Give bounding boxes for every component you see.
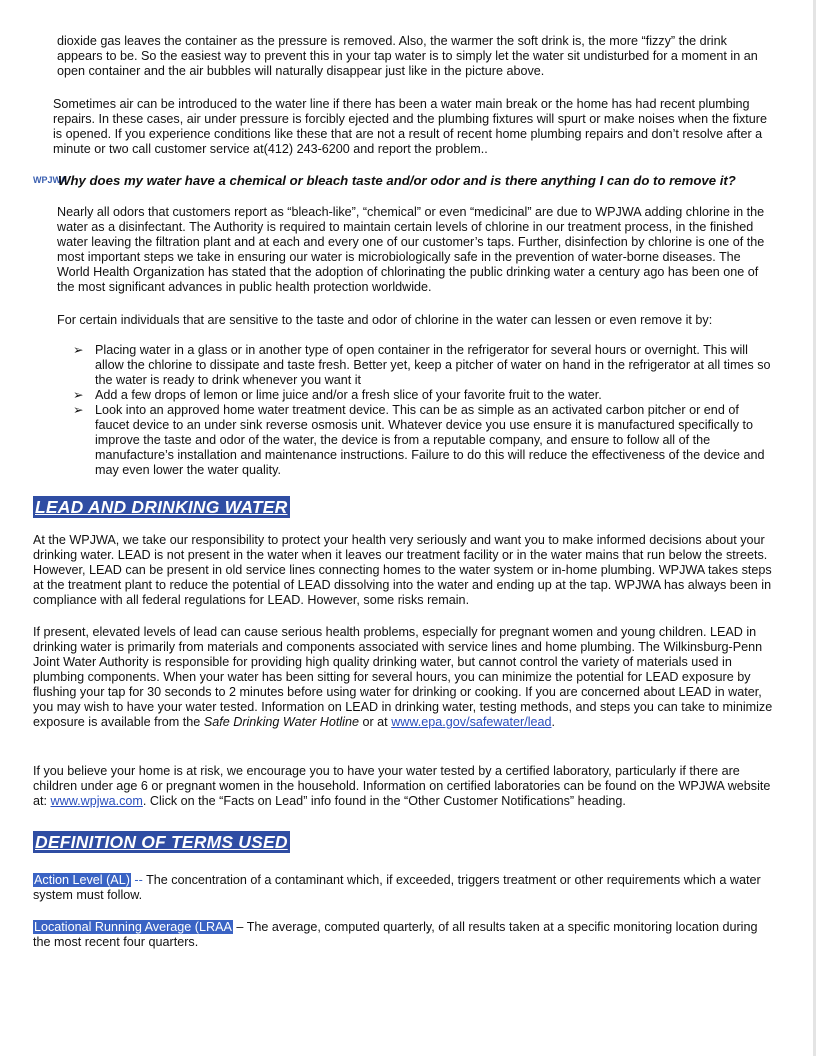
paragraph-remedies-intro: For certain individuals that are sensitive to the taste and odor of chlorine in the water can lessen or even remove it by: xyxy=(57,313,713,327)
paragraph-air-in-line: Sometimes air can be introduced to the water line if there has been a water main break or the home has had recent plumbing repairs. In these cases, air under pressure is forcibly ejected and the plumbing fixtures will spurt or make noises when the fixture is opened. If you experience conditions like these that are not a result of recent home plumbing repairs and don’t resolve after a minute or two call customer service at(412) 243-6200 and report the problem.. xyxy=(53,97,767,156)
paragraph-chlorine: Nearly all odors that customers report as “bleach-like”, “chemical” or even “medicinal” are due to WPJWA adding chlorine in the water as a disinfectant. The Authority is required to maintain certain levels of chlorine in our treatment process, in the finished water leaving the filtration plant and at each and every one of our customer’s taps. Further, disinfection by chlorine is one of the most important steps we take in ensuring our water is microbiologically safe in the prevention of water-borne diseases. The World Health Organization has stated that the adoption of chlorinating the public drinking water a century ago has been one of the most significant advances in public health protection worldwide. xyxy=(57,205,765,294)
epa-lead-link[interactable]: www.epa.gov/safewater/lead xyxy=(391,715,552,729)
paragraph-lead-health: If present, elevated levels of lead can cause serious health problems, especially for pregnant women and young children. LEAD in drinking water is primarily from materials and components associated with service lines and home plumbing. The Wilkinsburg-Penn Joint Water Authority is responsible for providing high quality drinking water, but cannot control the variety of materials used in plumbing components. When your water has been sitting for several hours, you can minimize the potential for LEAD exposure by flushing your tap for 30 seconds to 2 minutes before using water for drinking or cooking. If you are concerned about LEAD in water, you may wish to have your water tested. Information on LEAD in drinking water, testing methods, and steps you can take to minimize exposure is available from the Safe Drinking Water Hotline or at www.epa.gov/safewater/lead. xyxy=(33,625,773,729)
definition-term: Locational Running Average (LRAA xyxy=(34,920,232,934)
definition-lraa: Locational Running Average (LRAA – The average, computed quarterly, of all results taken at a specific monitoring location during the most recent four quarters. xyxy=(33,920,758,949)
paragraph-lead-responsibility: At the WPJWA, we take our responsibility to protect your health very seriously and want you to make informed decisions about your drinking water. LEAD is not present in the water when it leaves our treatment facility or in the water mains that run below the streets. However, LEAD can be present in old service lines connecting homes to the water system or in-home plumbing. WPJWA takes steps at the treatment plant to reduce the potential of LEAD dissolving into the water and ending up at the tap. WPJWA has always been in compliance with all federal regulations for LEAD. However, some risks remain. xyxy=(33,533,772,607)
arrow-bullet-icon: ➢ xyxy=(73,343,84,357)
arrow-bullet-icon: ➢ xyxy=(73,403,84,417)
section-heading-definitions: DEFINITION OF TERMS USED xyxy=(35,832,288,852)
list-item: ➢ Look into an approved home water treatment device. This can be as simple as an activated carbon pitcher or end of faucet device to an under sink reverse osmosis unit. Whatever device you use ensure it is manufactured specifically to improve the taste and odor of the water, the device is from a reputable company, and ensure to follow all of the manufacture’s installation and maintenance instructions. Failure to do this will reduce the effectiveness of the device and may even lower the water quality. xyxy=(73,403,765,477)
definition-term: Action Level (AL) xyxy=(34,873,130,887)
definition-action-level: Action Level (AL) -- The concentration of a contaminant which, if exceeded, triggers treatment or other requirements which a water system must follow. xyxy=(33,873,761,902)
wpjwa-logo-icon: WPJWA xyxy=(33,175,68,185)
arrow-bullet-icon: ➢ xyxy=(73,388,84,402)
paragraph-soft-drink: dioxide gas leaves the container as the pressure is removed. Also, the warmer the soft drink is, the more “fizzy” the drink appears to be. So the easiest way to prevent this in your tap water is to simply let the water sit undisturbed for a moment in an open container and the air bubbles will naturally disappear just like in the picture above. xyxy=(57,34,758,78)
section-heading-lead: LEAD AND DRINKING WATER xyxy=(35,497,288,517)
list-item: ➢ Placing water in a glass or in another type of open container in the refrigerator for several hours or overnight. This will allow the chlorine to dissipate and taste fresh. Better yet, keep a pitcher of water on hand in the refrigerator at all times so the water is ready to drink whenever you want it xyxy=(73,343,771,387)
wpjwa-website-link[interactable]: www.wpjwa.com xyxy=(50,794,143,808)
list-item: ➢ Add a few drops of lemon or lime juice and/or a fresh slice of your favorite fruit to the water. xyxy=(73,388,602,402)
remedies-list xyxy=(73,343,773,478)
paragraph-lead-testing: If you believe your home is at risk, we encourage you to have your water tested by a certified laboratory, particularly if there are children under age 6 or pregnant women in the household. Information on certified laboratories can be found on the WPJWA website at: www.wpjwa.com. Click on the “Facts on Lead” info found in the “Other Customer Notifications” heading. xyxy=(33,764,771,808)
question-heading: Why does my water have a chemical or bleach taste and/or odor and is there anything I can do to remove it? xyxy=(58,173,736,188)
